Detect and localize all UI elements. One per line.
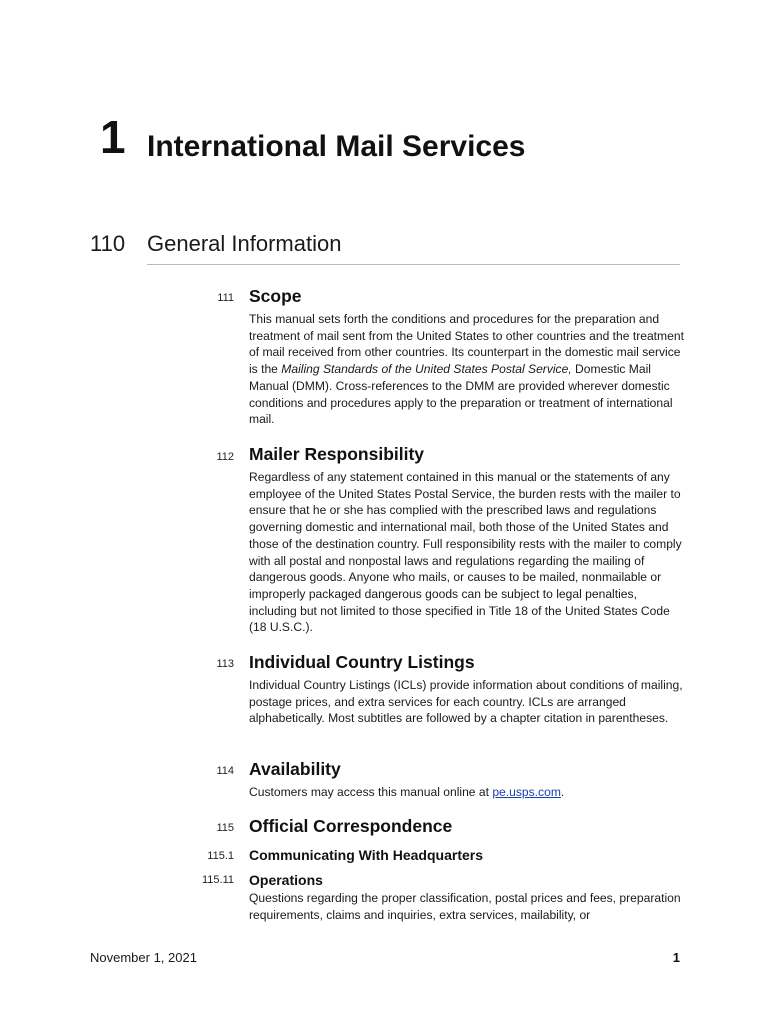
footer-page-number: 1: [672, 950, 680, 965]
section-number: 111: [217, 292, 234, 304]
section-heading-official-correspondence: Official Correspondence: [249, 816, 453, 836]
section-body-availability: [249, 784, 685, 801]
section-heading-individual-country-listings: Individual Country Listings: [249, 652, 475, 672]
part-title: General Information: [147, 231, 342, 256]
chapter-title: International Mail Services: [147, 130, 526, 163]
section-heading-scope: Scope: [249, 286, 302, 306]
section-body-operations: Questions regarding the proper classification, postal prices and fees, preparation requirements, claims and inquiries, extra services, mailability, or: [249, 891, 681, 922]
usps-link[interactable]: pe.usps.com: [492, 785, 561, 799]
part-number: 110: [90, 231, 126, 256]
section-number: 112: [216, 451, 234, 463]
section-body-individual-country-listings: Individual Country Listings (ICLs) provide information about conditions of mailing, postage prices, and extra services for each country. ICLs are arranged alphabetically. Most subtitles are followed by a chapter citation in parentheses.: [249, 678, 683, 726]
subsection-heading-communicating-with-headquarters: Communicating With Headquarters: [249, 847, 484, 863]
body-text: Customers may access this manual online at: [249, 785, 493, 799]
footer-date: November 1, 2021: [90, 950, 197, 965]
body-text: .: [560, 785, 565, 799]
body-italic-title: Mailing Standards of the United States Postal Service,: [281, 362, 572, 377]
subsection-number: 115.11: [201, 874, 234, 886]
part-divider: [147, 264, 680, 265]
body-text: Domestic Mail Manual (DMM). Cross-references to the DMM are provided wherever domestic conditions and procedures apply to the preparation or treatment of international mail.: [249, 362, 673, 427]
section-body-mailer-responsibility: Regardless of any statement contained in this manual or the statements of any employee of the United States Postal Service, the burden rests with the mailer to ensure that he or she has complied with the prescribed laws and regulations governing domestic and international mail, both those of the United States and those of the destination country. Full responsibility rests with the mailer to comply with all postal and nonpostal laws and regulations regarding the mailing of dangerous goods. Anyone who mails, or causes to be mailed, nonmailable or improperly packaged dangerous goods can be subject to legal penalties, including but not limited to those specified in Title 18 of the United States Code (18 U.S.C.).: [249, 470, 682, 635]
chapter-number: 1: [100, 111, 126, 163]
section-number: 113: [216, 658, 234, 670]
section-number: 114: [216, 765, 234, 777]
section-heading-mailer-responsibility: Mailer Responsibility: [249, 444, 425, 464]
section-heading-availability: Availability: [249, 759, 341, 779]
section-body-scope: [249, 311, 685, 428]
subsection-heading-operations: Operations: [249, 872, 323, 888]
body-text: This manual sets forth the conditions and procedures for the preparation and treatment of mail sent from the United States to other countries and the treatment of mail received from other countries. Its counterpart in the domestic mail service is the: [249, 312, 684, 377]
subsection-number: 115.1: [207, 850, 234, 862]
section-number: 115: [216, 822, 234, 834]
